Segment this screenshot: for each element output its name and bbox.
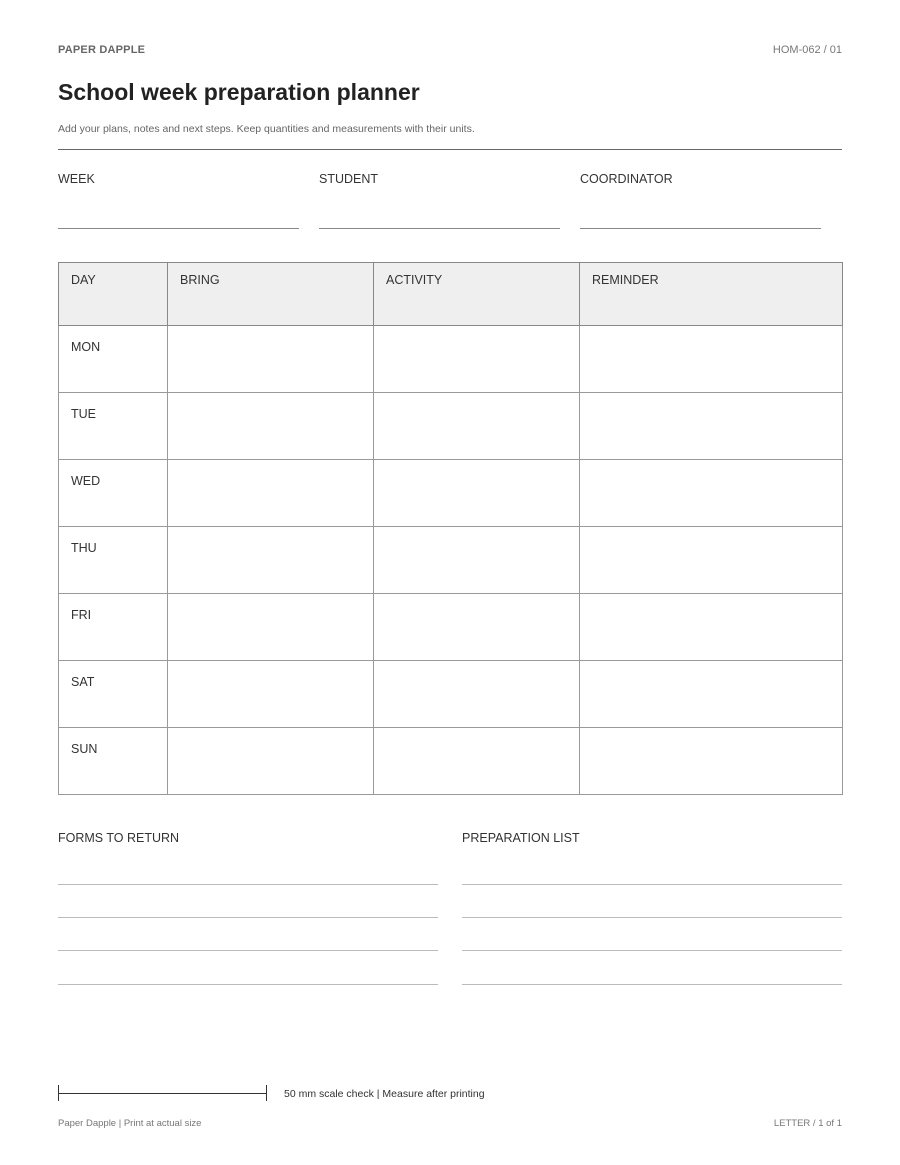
form-code: HOM-062 / 01	[772, 44, 842, 56]
week-field[interactable]	[58, 228, 299, 229]
day-cell: THU	[59, 527, 168, 594]
reminder-cell[interactable]	[580, 326, 843, 393]
bring-cell[interactable]	[168, 460, 374, 527]
brand-name: PAPER DAPPLE	[58, 44, 146, 56]
bring-cell[interactable]	[168, 527, 374, 594]
coordinator-field[interactable]	[580, 228, 821, 229]
page-title: School week preparation planner	[58, 79, 420, 105]
column-header-activity: ACTIVITY	[374, 263, 580, 326]
forms-line[interactable]	[58, 884, 438, 885]
table-row	[59, 460, 843, 527]
column-header-reminder: REMINDER	[580, 263, 843, 326]
table-header-row	[59, 263, 843, 326]
week-label: WEEK	[58, 172, 95, 186]
day-cell: SUN	[59, 728, 168, 795]
student-label: STUDENT	[319, 172, 379, 186]
activity-cell[interactable]	[374, 728, 580, 795]
day-cell: TUE	[59, 393, 168, 460]
table-row	[59, 594, 843, 661]
activity-cell[interactable]	[374, 460, 580, 527]
page-subtitle: Add your plans, notes and next steps. Keep quantities and measurements with their units.	[58, 123, 475, 135]
table-row	[59, 661, 843, 728]
table-row	[59, 326, 843, 393]
scale-bar	[58, 1093, 267, 1094]
activity-cell[interactable]	[374, 527, 580, 594]
day-cell: SAT	[59, 661, 168, 728]
column-header-day: DAY	[59, 263, 168, 326]
footer-page-info: LETTER / 1 of 1	[773, 1118, 842, 1129]
header-divider	[58, 149, 842, 150]
table-row	[59, 527, 843, 594]
reminder-cell[interactable]	[580, 393, 843, 460]
reminder-cell[interactable]	[580, 527, 843, 594]
table-row	[59, 393, 843, 460]
activity-cell[interactable]	[374, 326, 580, 393]
bring-cell[interactable]	[168, 728, 374, 795]
day-cell: MON	[59, 326, 168, 393]
activity-cell[interactable]	[374, 594, 580, 661]
student-field[interactable]	[319, 228, 560, 229]
prep-line[interactable]	[462, 884, 842, 885]
scale-bar-end-tick	[266, 1085, 267, 1101]
prep-line[interactable]	[462, 917, 842, 918]
forms-line[interactable]	[58, 917, 438, 918]
bring-cell[interactable]	[168, 326, 374, 393]
scale-check-text: 50 mm scale check | Measure after printing	[284, 1088, 485, 1100]
day-cell: FRI	[59, 594, 168, 661]
day-cell: WED	[59, 460, 168, 527]
bring-cell[interactable]	[168, 393, 374, 460]
forms-line[interactable]	[58, 984, 438, 985]
table-row	[59, 728, 843, 795]
prep-line[interactable]	[462, 984, 842, 985]
week-planner-table	[58, 262, 843, 795]
coordinator-label: COORDINATOR	[580, 172, 673, 186]
footer-left: Paper Dapple | Print at actual size	[58, 1118, 202, 1129]
prep-section-label: PREPARATION LIST	[462, 831, 580, 845]
activity-cell[interactable]	[374, 661, 580, 728]
column-header-bring: BRING	[168, 263, 374, 326]
reminder-cell[interactable]	[580, 728, 843, 795]
bring-cell[interactable]	[168, 661, 374, 728]
bring-cell[interactable]	[168, 594, 374, 661]
forms-section-label: FORMS TO RETURN	[58, 831, 180, 845]
activity-cell[interactable]	[374, 393, 580, 460]
reminder-cell[interactable]	[580, 594, 843, 661]
forms-line[interactable]	[58, 950, 438, 951]
reminder-cell[interactable]	[580, 661, 843, 728]
prep-line[interactable]	[462, 950, 842, 951]
reminder-cell[interactable]	[580, 460, 843, 527]
